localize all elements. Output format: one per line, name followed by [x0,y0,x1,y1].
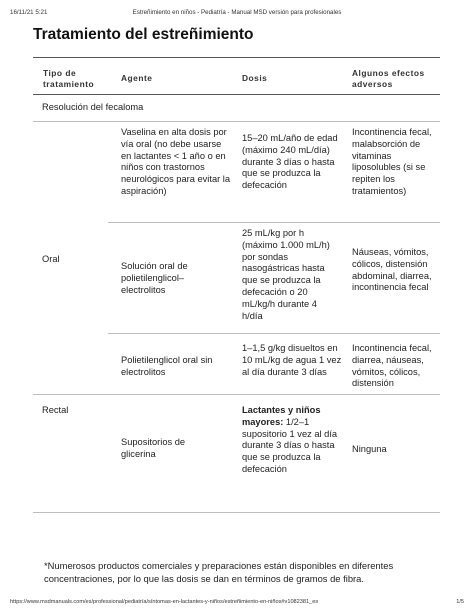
page-title: Tratamiento del estreñimiento [33,26,254,43]
print-footer [10,599,464,608]
row4-effects: Ninguna [352,444,387,454]
page-url: https://www.msdmanuals.com/es/professional/pediatría/síntomas-en-lactantes-y-niños/estreñimiento-en-niños#v1082381_es [10,599,319,605]
row4-dose [242,405,340,476]
footnote: *Numerosos productos comerciales y preparaciones están disponibles en diferentes concentraciones, por lo que las dosis se dan en términos de gramos de fibra. [44,560,394,584]
row4-agent: Supositorios de glicerina [121,437,186,459]
row2-effects: Náuseas, vómitos, cólicos, distensión abdominal, diarrea, incontinencia fecal [352,247,432,293]
treatment-table [33,57,440,513]
row1-effects: Incontinencia fecal, malabsorción de vitaminas liposolubles (si se repiten los tratamientos) [352,127,432,196]
row2-agent: Solución oral de polietilenglicol–electrolitos [121,261,188,295]
header-type: Tipo de tratamiento [43,68,95,89]
print-page-title: Estreñimiento en niños - Pediatría - Manual MSD versión para profesionales [132,9,342,16]
section-label: Resolución del fecaloma [42,102,144,112]
type-oral: Oral [42,254,60,264]
row2-dose: 25 mL/kg por h (máximo 1.000 mL/h) por sondas nasogástricas hasta que se produzca la defecación o 20 mL/kg/h durante 4 h/día [242,228,330,321]
header-dose: Dosis [242,73,268,83]
row3-agent: Polietilenglicol oral sin electrolitos [121,355,213,377]
row3-dose: 1–1,5 g/kg disueltos en 10 mL/kg de agua 1 vez al día durante 3 días [242,343,342,377]
row4-dose-text: 1/2–1 supositorio 1 vez al día durante 3 días o hasta que se produzca la defecación [242,416,338,474]
print-header [10,9,464,19]
row4-dose-bold: Lactantes y niños mayores: [242,405,321,427]
row1-agent: Vaselina en alta dosis por vía oral (no debe usarse en lactantes < 1 año o en niños con trastornos neurológicos para evitar la aspiración) [121,127,231,196]
print-datetime: 16/11/21 5:21 [10,9,48,16]
page-number: 1/5 [456,599,464,605]
row3-effects: Incontinencia fecal, diarrea, náuseas, vómitos, cólicos, distensión [352,343,432,389]
type-rectal: Rectal [42,405,69,415]
header-effects: Algunos efectos adversos [352,68,425,89]
header-agent: Agente [121,73,153,83]
row1-dose: 15–20 mL/año de edad (máximo 240 mL/día) durante 3 días o hasta que se produzca la defecación [242,133,338,191]
